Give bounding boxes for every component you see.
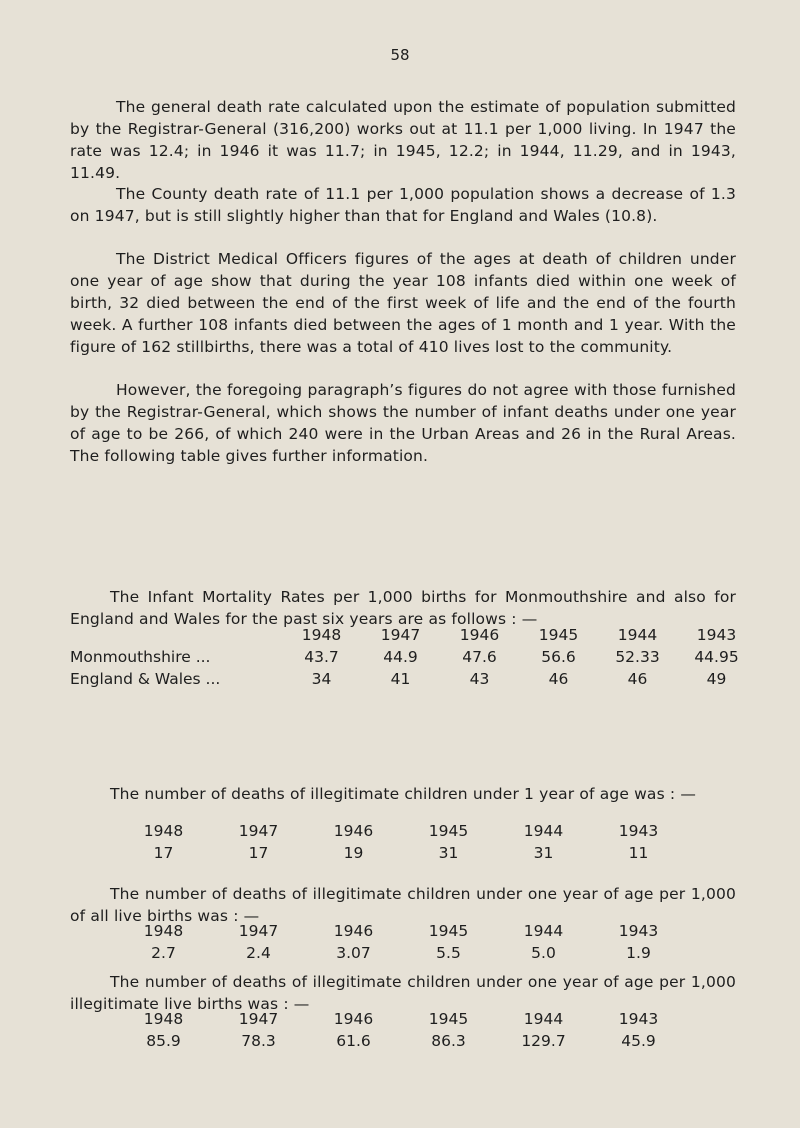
year-header: 1946	[333, 1010, 374, 1028]
table-cell: 2.4	[246, 944, 271, 962]
table-header-row	[116, 920, 686, 942]
table-cell: 43.7	[304, 648, 339, 666]
year-header: 1943	[696, 626, 737, 644]
year-header: 1948	[143, 1010, 184, 1028]
table-cell: 45.9	[621, 1032, 656, 1050]
year-header: 1944	[523, 1010, 564, 1028]
year-header: 1944	[523, 822, 564, 840]
year-header: 1946	[333, 822, 374, 840]
year-header: 1948	[143, 922, 184, 940]
table-cell: 43	[469, 670, 490, 688]
year-header: 1943	[618, 922, 659, 940]
year-header: 1943	[618, 1010, 659, 1028]
table-cell: 49	[706, 670, 727, 688]
county-death-rate-paragraph: The County death rate of 11.1 per 1,000 population shows a decrease of 1.3 on 1947, but is still slightly higher than that for England and Wales (10.8).	[70, 185, 736, 225]
table-cell: 61.6	[336, 1032, 371, 1050]
table-cell: 5.0	[531, 944, 556, 962]
year-header: 1948	[143, 822, 184, 840]
page-number: 58	[390, 46, 410, 64]
table-row	[116, 1030, 686, 1052]
table-cell: 41	[390, 670, 411, 688]
row-label: England & Wales ...	[70, 670, 221, 688]
table-cell: 34	[311, 670, 332, 688]
year-header: 1945	[428, 922, 469, 940]
table-cell: 19	[343, 844, 364, 862]
table-cell: 44.95	[694, 648, 739, 666]
table-cell: 56.6	[541, 648, 576, 666]
table-header-row	[70, 624, 756, 646]
table-cell: 3.07	[336, 944, 371, 962]
table-row	[116, 842, 686, 864]
infant-mortality-table	[70, 624, 756, 690]
table-cell: 129.7	[521, 1032, 566, 1050]
year-header: 1943	[618, 822, 659, 840]
table-cell: 17	[153, 844, 174, 862]
table-cell: 31	[438, 844, 459, 862]
table-cell: 85.9	[146, 1032, 181, 1050]
illegitimate-deaths-intro: The number of deaths of illegitimate children under 1 year of age was : —	[110, 785, 696, 803]
table-cell: 2.7	[151, 944, 176, 962]
year-header: 1947	[238, 1010, 279, 1028]
year-header: 1947	[238, 922, 279, 940]
registrar-figures-paragraph: However, the foregoing paragraph’s figures do not agree with those furnished by the Registrar-General, which shows the number of infant deaths under one year of age to be 266, of which 240 were in the Urban Areas and 26 in the Rural Areas. The following table gives further information.	[70, 381, 736, 465]
year-header: 1946	[333, 922, 374, 940]
year-header: 1947	[380, 626, 421, 644]
table-row	[70, 668, 756, 690]
table-cell: 11	[628, 844, 649, 862]
table-cell: 31	[533, 844, 554, 862]
table-row	[70, 646, 756, 668]
row-label: Monmouthshire ...	[70, 648, 211, 666]
table-cell: 44.9	[383, 648, 418, 666]
table-row	[116, 942, 686, 964]
child-deaths-paragraph: The District Medical Officers figures of the ages at death of children under one year of age show that during the year 108 infants died within one week of birth, 32 died between the end of the first week of life and the end of the fourth week. A further 108 infants died between the ages of 1 month and 1 year. With the figure of 162 stillbirths, there was a total of 410 lives lost to the community.	[70, 250, 736, 356]
table-cell: 46	[627, 670, 648, 688]
table-cell: 52.33	[615, 648, 660, 666]
year-header: 1944	[617, 626, 658, 644]
year-header: 1944	[523, 922, 564, 940]
illegitimate-per-all-births-intro: The number of deaths of illegitimate children under one year of age per 1,000 of all live births was : —	[70, 885, 736, 925]
year-header: 1945	[428, 822, 469, 840]
table-header-row	[116, 1008, 686, 1030]
table-cell: 78.3	[241, 1032, 276, 1050]
year-header: 1945	[538, 626, 579, 644]
table-cell: 46	[548, 670, 569, 688]
year-header: 1946	[459, 626, 500, 644]
table-cell: 5.5	[436, 944, 461, 962]
table-header-row	[116, 820, 686, 842]
table-cell: 86.3	[431, 1032, 466, 1050]
year-header: 1948	[301, 626, 342, 644]
table-cell: 1.9	[626, 944, 651, 962]
table-corner	[70, 624, 282, 646]
infant-mortality-intro: The Infant Mortality Rates per 1,000 births for Monmouthshire and also for England and Wales for the past six years are as follows : —	[70, 588, 736, 628]
illegitimate-deaths-table	[116, 820, 686, 864]
year-header: 1947	[238, 822, 279, 840]
illegitimate-per-illegitimate-births-table	[116, 1008, 686, 1052]
illegitimate-per-all-births-table	[116, 920, 686, 964]
table-cell: 47.6	[462, 648, 497, 666]
table-cell: 17	[248, 844, 269, 862]
year-header: 1945	[428, 1010, 469, 1028]
illegitimate-per-illegitimate-births-intro: The number of deaths of illegitimate children under one year of age per 1,000 illegitimate live births was : —	[70, 973, 736, 1013]
general-death-rate-paragraph: The general death rate calculated upon the estimate of population submitted by the Registrar-General (316,200) works out at 11.1 per 1,000 living. In 1947 the rate was 12.4; in 1946 it was 11.7; in 1945, 12.2; in 1944, 11.29, and in 1943, 11.49.	[70, 98, 736, 182]
